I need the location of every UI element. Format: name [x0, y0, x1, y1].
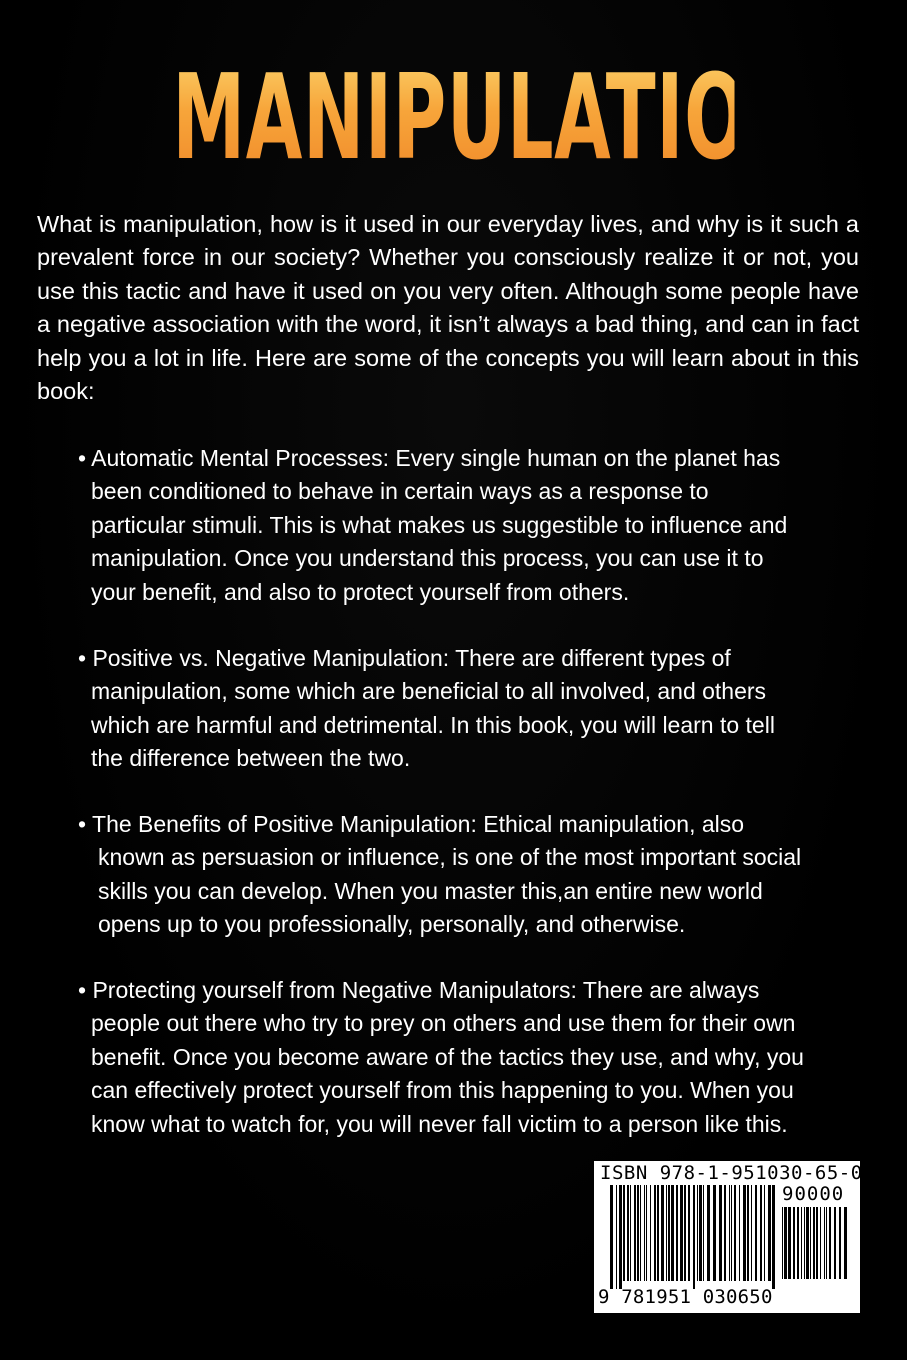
barcode-bar: [804, 1207, 805, 1279]
addon-barcode-bars-icon: [782, 1207, 852, 1287]
bullet-line: know what to watch for, you will never fall victim to a person like this.: [91, 1110, 788, 1137]
bullet-benefits-positive-manipulation: [78, 808, 878, 942]
barcode-bar: [820, 1207, 821, 1279]
bullet-line: which are harmful and detrimental. In this book, you will learn to tell: [91, 711, 775, 738]
barcode-bar: [747, 1185, 749, 1281]
isbn-barcode: [594, 1161, 863, 1313]
bullet-line: been conditioned to behave in certain ways as a response to: [91, 478, 709, 505]
bullet-line: • The Benefits of Positive Manipulation: Ethical manipulation, also: [78, 811, 745, 837]
barcode-bar: [755, 1185, 757, 1281]
barcode-bar: [829, 1207, 831, 1279]
barcode-bar: [751, 1185, 752, 1281]
barcode-bar: [671, 1185, 674, 1281]
barcode-bar: [680, 1185, 683, 1281]
bullet-line: • Automatic Mental Processes: Every single human on the planet has: [78, 445, 781, 471]
barcode-bar: [693, 1185, 695, 1289]
bullet-line: your benefit, and also to protect yourself from others.: [91, 578, 630, 605]
bullet-automatic-mental-processes: [78, 442, 868, 609]
bullet-line: skills you can develop. When you master this,an entire new world: [98, 877, 763, 904]
barcode-bar: [610, 1185, 613, 1289]
barcode-bar: [743, 1185, 746, 1281]
barcode-bar: [813, 1207, 815, 1279]
barcode-bar: [657, 1185, 659, 1281]
barcode-bar: [703, 1185, 704, 1281]
bullet-positive-vs-negative: [78, 642, 868, 776]
barcode-bar: [760, 1185, 762, 1281]
barcode-bar: [826, 1207, 827, 1279]
barcode-bar: [824, 1207, 825, 1279]
isbn-label: ISBN 978-1-951030-65-0: [600, 1162, 863, 1184]
barcode-bar: [699, 1185, 702, 1281]
barcode-bar: [666, 1185, 667, 1281]
barcode-bar: [627, 1185, 629, 1281]
barcode-bar: [619, 1185, 622, 1289]
bullet-line: particular stimuli. This is what makes us suggestible to influence and: [91, 511, 788, 538]
barcode-bar: [654, 1185, 656, 1281]
barcode-bar: [839, 1207, 841, 1279]
barcode-bar: [844, 1207, 847, 1279]
bullet-line: can effectively protect yourself from this happening to you. When you: [91, 1077, 794, 1104]
barcode-bar: [707, 1185, 710, 1281]
barcode-bars-icon: [610, 1185, 776, 1289]
intro-paragraph: What is manipulation, how is it used in our everyday lives, and why is it such a prevalent force in our society? Whether you consciously realize it or not, you use this tactic and have it used on you very often. Although some people have a negative association with the word, it isn’t always a bad thing, and can in fact help you a lot in life. Here are some of the concepts you will learn about in this book:: [37, 211, 859, 405]
barcode-bar: [782, 1207, 783, 1279]
barcode-bar: [616, 1185, 617, 1289]
barcode-bar: [806, 1207, 809, 1279]
bullet-protecting-yourself: [78, 974, 878, 1141]
price-code: 90000: [782, 1183, 845, 1205]
bullet-line: • Protecting yourself from Negative Manipulators: There are always: [78, 977, 760, 1003]
cover-title: MANIPULATION: [172, 48, 809, 186]
barcode-bar: [634, 1185, 636, 1281]
barcode-bar: [676, 1185, 678, 1281]
barcode-bar: [688, 1185, 690, 1281]
barcode-bar: [816, 1207, 818, 1279]
barcode-bar: [661, 1185, 664, 1281]
barcode-bar: [731, 1185, 732, 1281]
barcode-bar: [637, 1185, 639, 1281]
barcode-bar: [768, 1185, 771, 1281]
barcode-bar: [697, 1185, 698, 1281]
barcode-digits: 9 781951 030650: [598, 1286, 773, 1308]
barcode-bar: [729, 1185, 730, 1281]
barcode-bar: [793, 1207, 795, 1279]
barcode-bar: [630, 1185, 631, 1281]
barcode-bar: [797, 1207, 799, 1279]
barcode-bar: [734, 1185, 736, 1281]
bullet-line: manipulation. Once you understand this process, you can use it to: [91, 545, 764, 572]
bullet-line: the difference between the two.: [91, 745, 411, 772]
barcode-bar: [650, 1185, 651, 1281]
barcode-bar: [719, 1185, 722, 1281]
barcode-bar: [764, 1185, 765, 1281]
bullet-line: known as persuasion or influence, is one of the most important social: [98, 844, 802, 871]
barcode-bar: [646, 1185, 647, 1281]
bullet-line: benefit. Once you become aware of the tactics they use, and why, you: [91, 1043, 804, 1070]
barcode-bar: [834, 1207, 836, 1279]
barcode-bar: [623, 1185, 625, 1281]
bullet-line: opens up to you professionally, personally, and otherwise.: [98, 911, 686, 938]
barcode-bar: [724, 1185, 726, 1281]
barcode-bar: [684, 1185, 686, 1281]
bullet-line: people out there who try to prey on others and use them for their own: [91, 1010, 796, 1037]
barcode-bar: [788, 1207, 791, 1279]
barcode-bar: [739, 1185, 740, 1281]
barcode-bar: [810, 1207, 811, 1279]
barcode-bar: [801, 1207, 802, 1279]
bullet-line: • Positive vs. Negative Manipulation: There are different types of: [78, 645, 731, 671]
bullet-line: manipulation, some which are beneficial to all involved, and others: [91, 678, 767, 705]
barcode-bar: [784, 1207, 787, 1279]
barcode-bar: [640, 1185, 641, 1281]
barcode-bar: [644, 1185, 645, 1281]
barcode-bar: [772, 1185, 775, 1289]
barcode-bar: [713, 1185, 716, 1281]
barcode-bar: [668, 1185, 670, 1281]
